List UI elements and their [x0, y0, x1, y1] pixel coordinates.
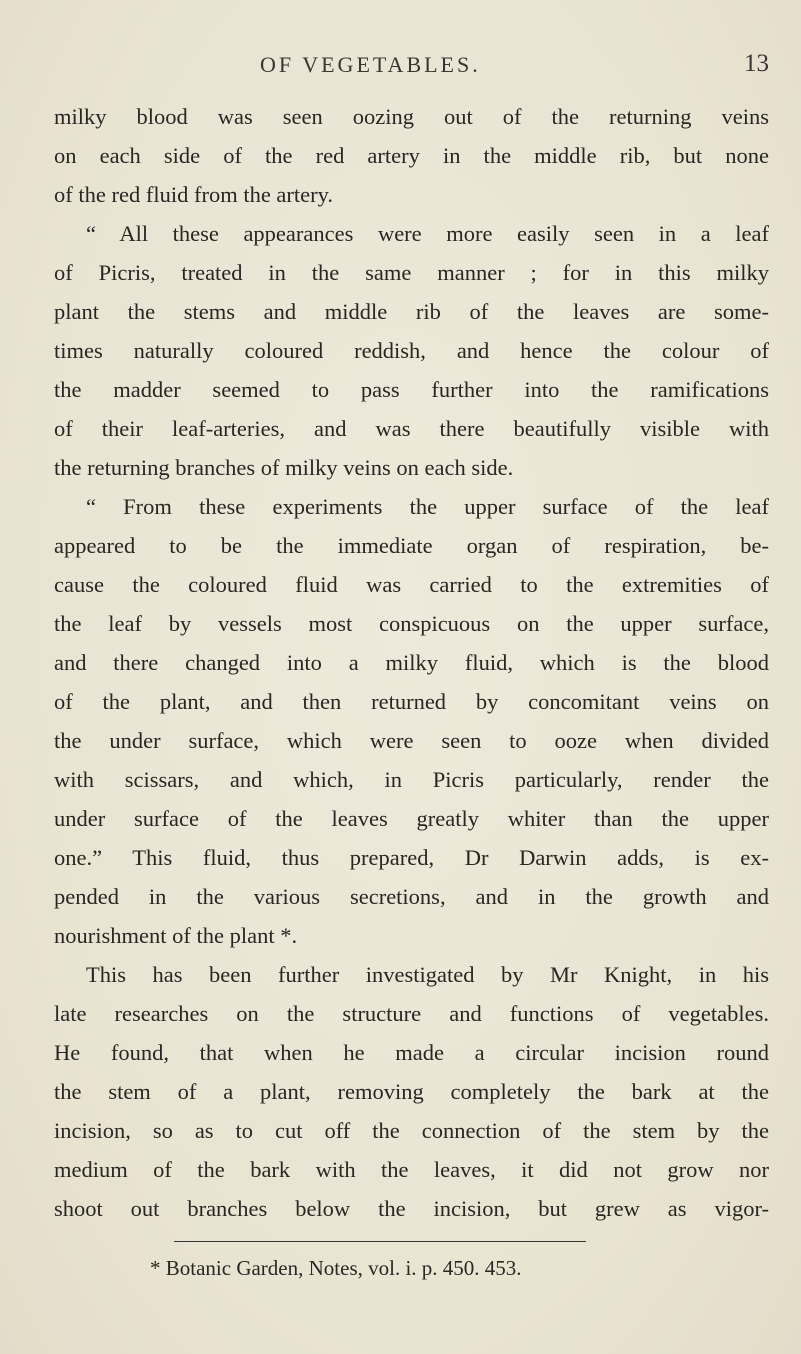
text-line: the madder seemed to pass further into the ramifications	[54, 377, 769, 402]
text-line: medium of the bark with the leaves, it did not grow nor	[54, 1157, 769, 1182]
text-line: the under surface, which were seen to ooze when divided	[54, 728, 769, 753]
text-line: of the red fluid from the artery.	[54, 182, 334, 207]
text-line: “ All these appearances were more easily seen in a leaf	[86, 221, 769, 246]
footnote-rule	[174, 1241, 586, 1242]
text-line: cause the coloured fluid was carried to the extremities of	[54, 572, 769, 597]
text-line: one.” This fluid, thus prepared, Dr Darwin adds, is ex-	[54, 845, 769, 870]
running-head: OF VEGETABLES.	[260, 52, 481, 77]
text-line: nourishment of the plant *.	[54, 923, 298, 948]
text-line: of their leaf-arteries, and was there beautifully visible with	[54, 416, 769, 441]
text-line: under surface of the leaves greatly whiter than the upper	[54, 806, 769, 831]
text-line: of Picris, treated in the same manner ; for in this milky	[54, 260, 769, 285]
text-line: This has been further investigated by Mr Knight, in his	[86, 962, 769, 987]
text-line: milky blood was seen oozing out of the returning veins	[54, 104, 769, 129]
text-line: on each side of the red artery in the middle rib, but none	[54, 143, 769, 168]
text-line: of the plant, and then returned by concomitant veins on	[54, 689, 769, 714]
page-header	[54, 52, 769, 86]
page-number: 13	[744, 50, 769, 77]
text-line: the returning branches of milky veins on each side.	[54, 455, 514, 480]
text-line: late researches on the structure and functions of vegetables.	[54, 1001, 769, 1026]
text-line: and there changed into a milky fluid, which is the blood	[54, 650, 769, 675]
text-line: the leaf by vessels most conspicuous on the upper surface,	[54, 611, 769, 636]
text-line: the stem of a plant, removing completely the bark at the	[54, 1079, 769, 1104]
text-line: He found, that when he made a circular incision round	[54, 1040, 769, 1065]
text-line: plant the stems and middle rib of the leaves are some-	[54, 299, 769, 324]
text-line: “ From these experiments the upper surface of the leaf	[86, 494, 769, 519]
text-line: shoot out branches below the incision, but grew as vigor-	[54, 1196, 769, 1221]
text-line: pended in the various secretions, and in the growth and	[54, 884, 769, 909]
body-text	[54, 97, 769, 1228]
text-line: appeared to be the immediate organ of respiration, be-	[54, 533, 769, 558]
text-line: with scissars, and which, in Picris particularly, render the	[54, 767, 769, 792]
footnote: * Botanic Garden, Notes, vol. i. p. 450. 453.	[150, 1256, 522, 1280]
text-line: incision, so as to cut off the connection of the stem by the	[54, 1118, 769, 1143]
text-line: times naturally coloured reddish, and hence the colour of	[54, 338, 769, 363]
